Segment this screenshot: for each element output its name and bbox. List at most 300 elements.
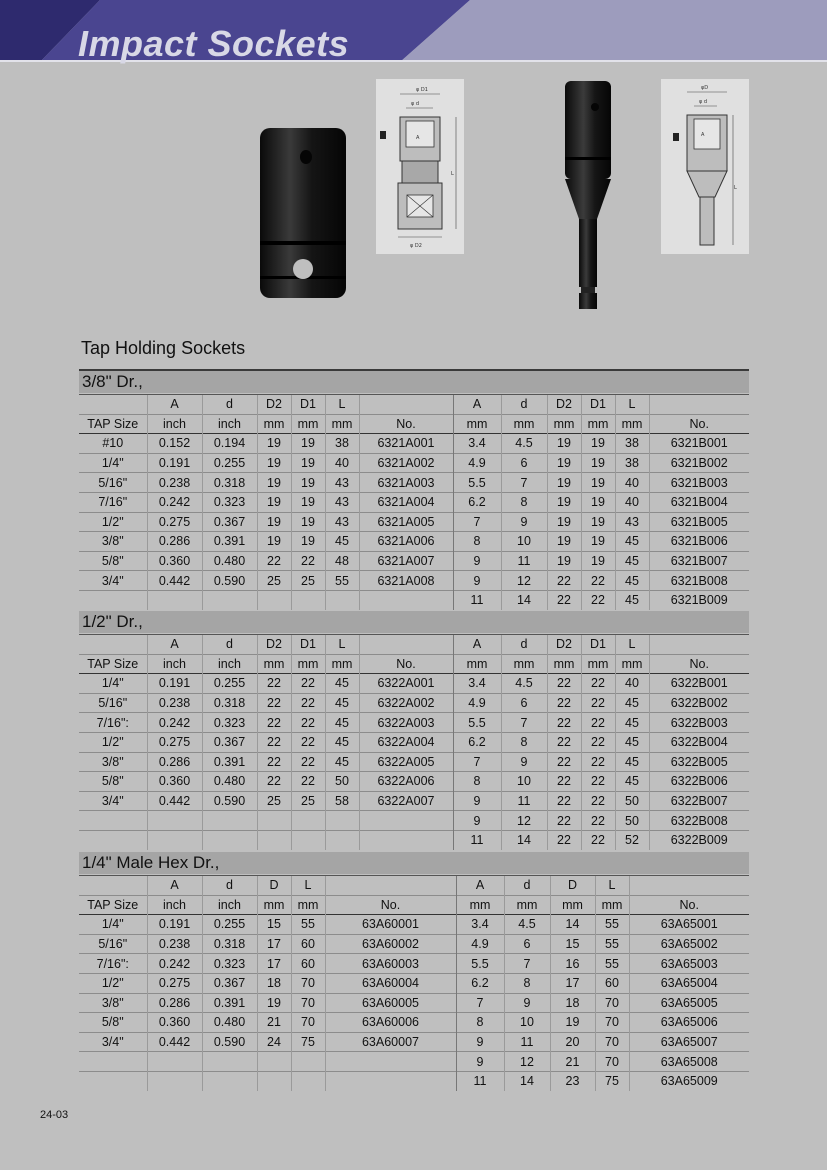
table-cell: 3.4 bbox=[453, 674, 501, 694]
table-cell: 6.2 bbox=[453, 732, 501, 752]
table-cell: 19 bbox=[581, 512, 615, 532]
table-cell: inch bbox=[147, 654, 202, 674]
table-cell: 6322A006 bbox=[359, 772, 453, 792]
table-cell: 15 bbox=[550, 934, 595, 954]
table-cell: 22 bbox=[547, 571, 581, 591]
table-cell bbox=[79, 830, 147, 849]
table-cell: 70 bbox=[291, 1013, 325, 1033]
table-cell: 14 bbox=[504, 1071, 550, 1090]
table-cell: 19 bbox=[257, 492, 291, 512]
table-row bbox=[79, 732, 749, 752]
table-cell: 1/4" bbox=[79, 453, 147, 473]
table-cell: 63A60001 bbox=[325, 915, 456, 935]
table-cell: 0.318 bbox=[202, 934, 257, 954]
table-cell: No. bbox=[649, 654, 749, 674]
table-row bbox=[79, 830, 749, 849]
table-cell: mm bbox=[325, 414, 359, 434]
table-cell: 5/16" bbox=[79, 934, 147, 954]
table-row bbox=[79, 532, 749, 552]
table-cell: 19 bbox=[257, 993, 291, 1013]
table-cell: 63A65009 bbox=[629, 1071, 749, 1090]
table-cell: 45 bbox=[325, 693, 359, 713]
table-cell: 22 bbox=[257, 752, 291, 772]
table-cell: 0.242 bbox=[147, 954, 202, 974]
table-cell: 6322A004 bbox=[359, 732, 453, 752]
table-cell: mm bbox=[291, 654, 325, 674]
table-cell: d bbox=[501, 395, 547, 415]
table-cell bbox=[147, 590, 202, 609]
table-cell bbox=[359, 811, 453, 831]
drawing-label-d1: φ D1 bbox=[416, 87, 428, 93]
table-cell: 45 bbox=[325, 752, 359, 772]
table-cell: d bbox=[504, 876, 550, 896]
table-cell: No. bbox=[649, 414, 749, 434]
table-cell: 1/2" bbox=[79, 732, 147, 752]
table-cell: 3/8" bbox=[79, 752, 147, 772]
table-cell bbox=[325, 590, 359, 609]
table-cell: 0.191 bbox=[147, 453, 202, 473]
table-cell bbox=[359, 395, 453, 415]
table-row bbox=[79, 791, 749, 811]
table-cell: L bbox=[595, 876, 629, 896]
table-cell: 22 bbox=[581, 791, 615, 811]
table-cell: 25 bbox=[291, 571, 325, 591]
table-cell: 4.9 bbox=[456, 934, 504, 954]
table-cell: 6321A001 bbox=[359, 434, 453, 454]
table-cell: 0.480 bbox=[202, 772, 257, 792]
table-cell: 43 bbox=[325, 492, 359, 512]
table-cell bbox=[291, 1052, 325, 1072]
drive-header-1-4-hex: 1/4" Male Hex Dr., bbox=[79, 852, 749, 874]
table-cell: 5.5 bbox=[453, 473, 501, 493]
table-cell: 22 bbox=[291, 551, 325, 571]
section-heading: Tap Holding Sockets bbox=[81, 338, 246, 358]
table-cell: 63A65002 bbox=[629, 934, 749, 954]
table-cell: 70 bbox=[595, 993, 629, 1013]
table-cell: 63A65003 bbox=[629, 954, 749, 974]
table-cell: 45 bbox=[615, 590, 649, 609]
table-cell: 6 bbox=[501, 453, 547, 473]
table-cell: 3/4" bbox=[79, 1032, 147, 1052]
table-cell: 0.286 bbox=[147, 993, 202, 1013]
table-cell: No. bbox=[629, 895, 749, 915]
table-cell: 8 bbox=[501, 732, 547, 752]
table-cell: 17 bbox=[550, 973, 595, 993]
page-title: Impact Sockets bbox=[78, 23, 350, 64]
table-cell bbox=[291, 590, 325, 609]
table-cell: 22 bbox=[291, 732, 325, 752]
table-cell: 0.323 bbox=[202, 713, 257, 733]
table-cell: 22 bbox=[257, 551, 291, 571]
table-cell: 22 bbox=[291, 772, 325, 792]
table-cell: 9 bbox=[501, 752, 547, 772]
table-cell: 6321B007 bbox=[649, 551, 749, 571]
table-cell bbox=[202, 830, 257, 849]
table-cell: 6322B003 bbox=[649, 713, 749, 733]
table-cell bbox=[359, 635, 453, 655]
table-cell: 18 bbox=[257, 973, 291, 993]
table-row bbox=[79, 571, 749, 591]
table-cell: 4.5 bbox=[501, 434, 547, 454]
table-cell: 0.318 bbox=[202, 693, 257, 713]
table-cell bbox=[202, 1071, 257, 1090]
table-cell: 22 bbox=[291, 674, 325, 694]
table-cell: mm bbox=[501, 654, 547, 674]
table-cell: 6322A007 bbox=[359, 791, 453, 811]
table-cell: 75 bbox=[595, 1071, 629, 1090]
table-unit-row bbox=[79, 414, 749, 434]
table-row bbox=[79, 434, 749, 454]
table-cell: 0.590 bbox=[202, 791, 257, 811]
table-cell: 0.238 bbox=[147, 473, 202, 493]
table-row bbox=[79, 674, 749, 694]
table-cell: 0.255 bbox=[202, 674, 257, 694]
table-cell bbox=[79, 590, 147, 609]
table-cell: 5.5 bbox=[453, 713, 501, 733]
table-cell: mm bbox=[456, 895, 504, 915]
table-cell: 22 bbox=[581, 752, 615, 772]
table-cell: 22 bbox=[581, 693, 615, 713]
table-cell: 6.2 bbox=[453, 492, 501, 512]
table-cell: 6321B005 bbox=[649, 512, 749, 532]
table-cell: 0.255 bbox=[202, 915, 257, 935]
table-cell: 40 bbox=[615, 492, 649, 512]
table-cell: 63A60003 bbox=[325, 954, 456, 974]
table-cell: 22 bbox=[581, 772, 615, 792]
table-cell: 11 bbox=[456, 1071, 504, 1090]
table-cell: 19 bbox=[257, 434, 291, 454]
table-cell: 19 bbox=[291, 473, 325, 493]
table-cell: 0.480 bbox=[202, 551, 257, 571]
table-cell: 19 bbox=[257, 532, 291, 552]
table-cell: 8 bbox=[453, 772, 501, 792]
table-cell: D1 bbox=[291, 635, 325, 655]
table-cell bbox=[325, 1071, 456, 1090]
table-cell: mm bbox=[257, 414, 291, 434]
table-cell bbox=[79, 395, 147, 415]
table-cell: inch bbox=[147, 895, 202, 915]
table-cell: D2 bbox=[547, 395, 581, 415]
table-cell: 40 bbox=[615, 674, 649, 694]
table-cell: A bbox=[456, 876, 504, 896]
table-row bbox=[79, 915, 749, 935]
table-row bbox=[79, 954, 749, 974]
table-cell: 10 bbox=[501, 772, 547, 792]
table-row bbox=[79, 752, 749, 772]
table-cell: 45 bbox=[615, 551, 649, 571]
table-cell: 75 bbox=[291, 1032, 325, 1052]
table-row bbox=[79, 934, 749, 954]
table-cell: 14 bbox=[501, 590, 547, 609]
table-cell: 0.442 bbox=[147, 1032, 202, 1052]
table-cell: 0.275 bbox=[147, 732, 202, 752]
table-cell: 0.275 bbox=[147, 973, 202, 993]
table-cell: 22 bbox=[581, 571, 615, 591]
table-cell: 45 bbox=[615, 772, 649, 792]
table-cell: 8 bbox=[456, 1013, 504, 1033]
table-cell: 20 bbox=[550, 1032, 595, 1052]
drawing-label-hex-l: L bbox=[734, 185, 737, 191]
table-cell: 6321B008 bbox=[649, 571, 749, 591]
table-cell: 6321B001 bbox=[649, 434, 749, 454]
table-cell: 19 bbox=[291, 512, 325, 532]
table-cell: 8 bbox=[501, 492, 547, 512]
table-cell bbox=[629, 876, 749, 896]
table-cell: 0.238 bbox=[147, 934, 202, 954]
table-cell: 4.9 bbox=[453, 453, 501, 473]
table-cell: 0.391 bbox=[202, 752, 257, 772]
table-row bbox=[79, 973, 749, 993]
table-row bbox=[79, 551, 749, 571]
table-cell: 22 bbox=[257, 732, 291, 752]
table-cell: 45 bbox=[615, 713, 649, 733]
table-cell: 43 bbox=[325, 512, 359, 532]
table-cell: 4.5 bbox=[504, 915, 550, 935]
table-cell: 63A65008 bbox=[629, 1052, 749, 1072]
table-cell bbox=[257, 1071, 291, 1090]
table-cell: 0.275 bbox=[147, 512, 202, 532]
table-cell: inch bbox=[147, 414, 202, 434]
table-cell: 14 bbox=[501, 830, 547, 849]
table-cell: 9 bbox=[501, 512, 547, 532]
table-cell bbox=[325, 811, 359, 831]
table-cell: 45 bbox=[615, 571, 649, 591]
table-cell: 22 bbox=[581, 732, 615, 752]
table-row bbox=[79, 693, 749, 713]
table-cell: 60 bbox=[291, 954, 325, 974]
table-cell: mm bbox=[291, 414, 325, 434]
table-cell bbox=[79, 1071, 147, 1090]
table-cell bbox=[257, 830, 291, 849]
table-row bbox=[79, 772, 749, 792]
table-cell: 22 bbox=[257, 713, 291, 733]
table-cell: 63A60004 bbox=[325, 973, 456, 993]
table-cell: 1/4" bbox=[79, 915, 147, 935]
table-cell: 45 bbox=[615, 752, 649, 772]
table-cell bbox=[359, 590, 453, 609]
table-header-row bbox=[79, 635, 749, 655]
table-cell bbox=[291, 830, 325, 849]
table-row bbox=[79, 811, 749, 831]
table-cell: D2 bbox=[547, 635, 581, 655]
table-cell: 9 bbox=[504, 993, 550, 1013]
table-cell: mm bbox=[291, 895, 325, 915]
table-cell: 22 bbox=[547, 830, 581, 849]
table-cell: 23 bbox=[550, 1071, 595, 1090]
table-cell: A bbox=[147, 635, 202, 655]
table-cell: 22 bbox=[581, 811, 615, 831]
table-cell: 63A65004 bbox=[629, 973, 749, 993]
table-cell: 22 bbox=[581, 830, 615, 849]
table-cell: 38 bbox=[615, 453, 649, 473]
tap-socket-photo bbox=[258, 126, 348, 300]
table-cell: 3/8" bbox=[79, 993, 147, 1013]
table-cell: 22 bbox=[547, 772, 581, 792]
table-cell bbox=[291, 811, 325, 831]
table-row bbox=[79, 512, 749, 532]
table-row bbox=[79, 473, 749, 493]
table-cell: 16 bbox=[550, 954, 595, 974]
table-cell: inch bbox=[202, 414, 257, 434]
table-cell: 0.442 bbox=[147, 791, 202, 811]
table-cell: 9 bbox=[453, 551, 501, 571]
table-cell bbox=[147, 1052, 202, 1072]
table-cell: 3.4 bbox=[453, 434, 501, 454]
table-cell: 19 bbox=[547, 473, 581, 493]
title-banner bbox=[0, 0, 827, 62]
table-cell: 0.191 bbox=[147, 674, 202, 694]
table-cell: 63A60002 bbox=[325, 934, 456, 954]
table-cell: 0.191 bbox=[147, 915, 202, 935]
table-cell: 19 bbox=[581, 492, 615, 512]
table-cell: 3/8" bbox=[79, 532, 147, 552]
table-cell: No. bbox=[359, 414, 453, 434]
table-cell: 6322B006 bbox=[649, 772, 749, 792]
table-cell: 19 bbox=[291, 532, 325, 552]
table-cell: 7 bbox=[504, 954, 550, 974]
table-cell: 7 bbox=[501, 713, 547, 733]
table-cell: A bbox=[453, 395, 501, 415]
table-cell: 8 bbox=[453, 532, 501, 552]
table-cell: 6321B002 bbox=[649, 453, 749, 473]
drawing-label-d: φ d bbox=[411, 101, 420, 107]
table-cell: 0.367 bbox=[202, 512, 257, 532]
table-cell: TAP Size bbox=[79, 414, 147, 434]
table-cell: 4.9 bbox=[453, 693, 501, 713]
table-cell: mm bbox=[547, 654, 581, 674]
table-cell: 43 bbox=[325, 473, 359, 493]
table-cell: 55 bbox=[595, 954, 629, 974]
table-cell: 12 bbox=[501, 571, 547, 591]
table-cell: 0.367 bbox=[202, 973, 257, 993]
table-cell: #10 bbox=[79, 434, 147, 454]
table-cell: 6322B008 bbox=[649, 811, 749, 831]
table-cell: D2 bbox=[257, 635, 291, 655]
table-cell: L bbox=[291, 876, 325, 896]
table-cell: D1 bbox=[581, 395, 615, 415]
table-cell: 0.442 bbox=[147, 571, 202, 591]
table-cell: 22 bbox=[547, 713, 581, 733]
table-cell: D1 bbox=[581, 635, 615, 655]
table-cell: 0.360 bbox=[147, 1013, 202, 1033]
table-cell: 0.590 bbox=[202, 571, 257, 591]
table-cell: mm bbox=[453, 654, 501, 674]
table-cell: 7 bbox=[501, 473, 547, 493]
tap-socket-drawing bbox=[376, 79, 464, 254]
table-cell bbox=[649, 395, 749, 415]
table-cell: 19 bbox=[547, 551, 581, 571]
table-cell: 11 bbox=[504, 1032, 550, 1052]
table-header-row bbox=[79, 395, 749, 415]
table-cell: 22 bbox=[547, 590, 581, 609]
table-cell: 22 bbox=[257, 674, 291, 694]
table-cell: 6321A007 bbox=[359, 551, 453, 571]
table-cell: 5/16" bbox=[79, 693, 147, 713]
drawing-label-hex-inner: φ d bbox=[699, 99, 708, 105]
table-cell: 5/16" bbox=[79, 473, 147, 493]
table-cell bbox=[79, 876, 147, 896]
table-row bbox=[79, 453, 749, 473]
table-cell: 50 bbox=[615, 791, 649, 811]
table-header-row bbox=[79, 876, 749, 896]
table-cell: 19 bbox=[547, 512, 581, 532]
table-cell: 22 bbox=[547, 811, 581, 831]
table-cell: 6321A003 bbox=[359, 473, 453, 493]
table-cell: mm bbox=[453, 414, 501, 434]
table-cell: 0.323 bbox=[202, 492, 257, 512]
table-cell: 19 bbox=[291, 434, 325, 454]
table-cell: 22 bbox=[547, 674, 581, 694]
table-cell bbox=[79, 1052, 147, 1072]
table-cell: 8 bbox=[504, 973, 550, 993]
table-cell: 25 bbox=[257, 571, 291, 591]
table-cell: 25 bbox=[257, 791, 291, 811]
table-cell: 7 bbox=[453, 752, 501, 772]
table-cell: 63A65006 bbox=[629, 1013, 749, 1033]
table-cell: 6321A006 bbox=[359, 532, 453, 552]
table-cell: A bbox=[453, 635, 501, 655]
table-cell: 6 bbox=[504, 934, 550, 954]
table-cell: 6321A004 bbox=[359, 492, 453, 512]
table-cell: 17 bbox=[257, 954, 291, 974]
table-cell: 21 bbox=[257, 1013, 291, 1033]
table-cell: 22 bbox=[291, 693, 325, 713]
table-cell: 6321A008 bbox=[359, 571, 453, 591]
table-cell: 45 bbox=[325, 532, 359, 552]
table-cell: 6322B002 bbox=[649, 693, 749, 713]
table-cell bbox=[257, 1052, 291, 1072]
table-cell: mm bbox=[581, 414, 615, 434]
table-cell: 19 bbox=[547, 532, 581, 552]
table-cell: d bbox=[202, 876, 257, 896]
table-cell: 70 bbox=[291, 973, 325, 993]
table-cell: 0.152 bbox=[147, 434, 202, 454]
table-cell: 45 bbox=[325, 732, 359, 752]
table-cell bbox=[325, 1052, 456, 1072]
table-cell: D bbox=[257, 876, 291, 896]
table-cell: 50 bbox=[325, 772, 359, 792]
table-cell: 6321B004 bbox=[649, 492, 749, 512]
table-cell: L bbox=[615, 395, 649, 415]
spec-table-3-8-drive bbox=[79, 394, 749, 610]
table-cell: 9 bbox=[456, 1032, 504, 1052]
table-cell: mm bbox=[501, 414, 547, 434]
table-cell bbox=[257, 590, 291, 609]
table-cell: 7 bbox=[456, 993, 504, 1013]
spec-table-1-4-male-hex bbox=[79, 875, 749, 1091]
table-cell: 6321A002 bbox=[359, 453, 453, 473]
table-cell: mm bbox=[615, 414, 649, 434]
table-cell: 11 bbox=[453, 590, 501, 609]
table-cell: 0.318 bbox=[202, 473, 257, 493]
table-cell: inch bbox=[202, 654, 257, 674]
table-cell: 22 bbox=[547, 752, 581, 772]
drive-header-1-2: 1/2" Dr., bbox=[79, 611, 749, 633]
table-cell bbox=[649, 635, 749, 655]
table-cell: 7/16": bbox=[79, 713, 147, 733]
table-cell bbox=[257, 811, 291, 831]
table-row bbox=[79, 993, 749, 1013]
table-unit-row bbox=[79, 895, 749, 915]
drive-header-3-8: 3/8" Dr., bbox=[79, 371, 749, 393]
table-cell: L bbox=[325, 635, 359, 655]
table-cell: 0.391 bbox=[202, 532, 257, 552]
table-cell: 19 bbox=[257, 473, 291, 493]
table-cell: TAP Size bbox=[79, 654, 147, 674]
table-cell: 1/2" bbox=[79, 512, 147, 532]
table-cell: 22 bbox=[547, 791, 581, 811]
table-cell: mm bbox=[325, 654, 359, 674]
